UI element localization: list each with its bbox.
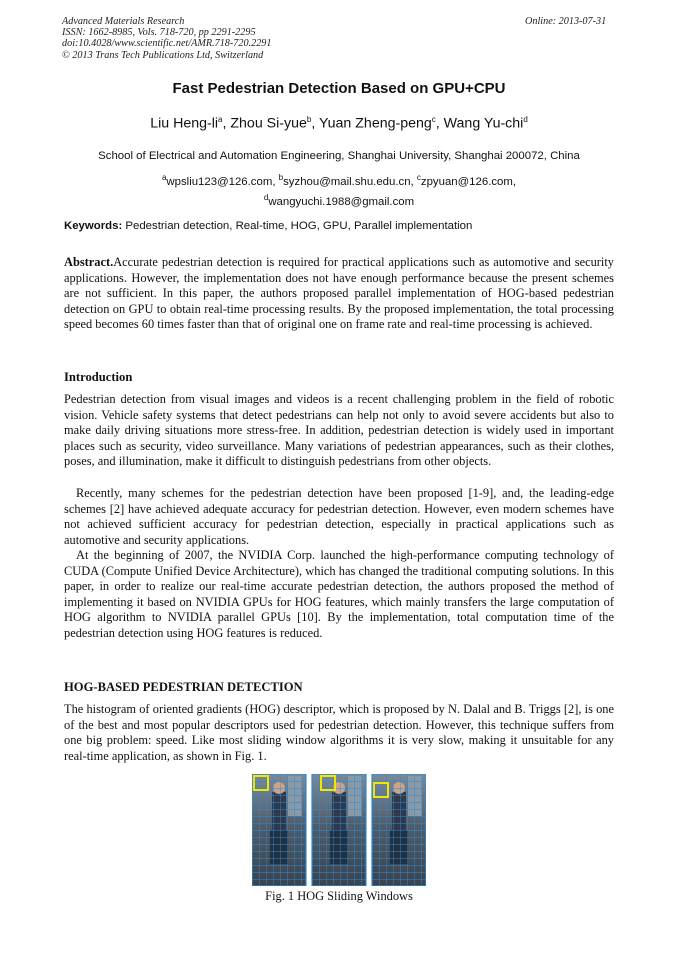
keywords bbox=[64, 220, 472, 232]
author-emails: $^a$wpsliu123@126.com, $^b$syzhou@mail.shu.edu.cn, $^c$zpyuan@126.com, $^d$wangyuchi.1988@gmail.com bbox=[161, 173, 517, 208]
author-name: Liu Heng-li bbox=[150, 115, 219, 132]
hog-paragraph-1: The histogram of oriented gradients (HOG) descriptor, which is proposed by N. Dalal and B. Triggs [2], is one of the best and most popular descriptors used for pedestrian detection. However, this technique suffers from one big problem: speed. Like most sliding window algorithms it is very slow, making it unsuitable for any real-time application, as shown in Fig. 1. bbox=[64, 702, 614, 763]
hog-panel-3 bbox=[372, 774, 426, 886]
abstract bbox=[64, 255, 614, 333]
author-sup: b bbox=[306, 115, 312, 124]
figure-hog-sliding-windows bbox=[252, 774, 426, 886]
section-heading-hog: HOG-BASED PEDESTRIAN DETECTION bbox=[64, 680, 303, 694]
author-name: Wang Yu-chi bbox=[443, 115, 524, 132]
author-sup: a bbox=[218, 115, 223, 124]
online-date: Online: 2013-07-31 bbox=[525, 16, 607, 27]
author-list: Liu Heng-$li^a$, Zhou Si-yue$^b$, Yuan Zheng-peng$^c$, Wang Yu-chi$^d$ bbox=[150, 115, 528, 132]
intro-paragraph-1: Pedestrian detection from visual images and videos is a recent challenging problem in the field of robotic vision. Vehicle safety systems that detect pedestrians can help not only to avoid severe accidents but also to make daily driving situations more stress-free. In addition, pedestrian detection is widely used in important places such as security, video surveillance. Many variations of pedestrian appearances, such as their clothes, poses, and illumination, make it difficult to distinguish pedestrians from other objects. bbox=[64, 392, 614, 469]
abstract-label: Abstract. bbox=[64, 255, 114, 269]
hog-panel-1 bbox=[252, 774, 306, 886]
keywords-label: Keywords: bbox=[64, 220, 123, 232]
journal-name: Advanced Materials Research bbox=[62, 16, 185, 27]
intro-paragraph-2: Recently, many schemes for the pedestrian detection have been proposed [1-9], and, the leading-edge schemes [2] have achieved adequate accuracy for pedestrian detection. However, even modern schemes have not achieved sufficient accuracy for pedestrian detection, especially in practical applications such as automotive and security applications. bbox=[64, 486, 614, 547]
figure-image bbox=[252, 774, 426, 886]
affiliation: School of Electrical and Automation Engineering, Shanghai University, Shanghai 200072, China bbox=[98, 150, 580, 162]
intro-paragraph-3: At the beginning of 2007, the NVIDIA Corp. launched the high-performance computing technology of CUDA (Compute Unified Device Architecture), which has changed the traditional computing solutions. In this paper, in order to realize our real-time accurate pedestrian detection, the authors proposed the method of implementing it based on NVIDIA GPUs for HOG features, which mainly transfers the large computation of HOG algorithm to NVIDIA parallel GPUs [10]. By the implementation, total computation time of the pedestrian detection using HOG features is reduced. bbox=[64, 548, 614, 640]
doi-line: doi:10.4028/www.scientific.net/AMR.718-720.2291 bbox=[62, 38, 272, 50]
email-d: wangyuchi.1988@gmail.com bbox=[268, 195, 415, 208]
author-sup: c bbox=[431, 115, 436, 124]
issn-line: ISSN: 1662-8985, Vols. 718-720, pp 2291-2295 bbox=[62, 27, 256, 39]
keywords-text: Pedestrian detection, Real-time, HOG, GPU, Parallel implementation bbox=[125, 220, 473, 232]
journal-header bbox=[62, 16, 271, 61]
hog-panel-2 bbox=[312, 774, 366, 886]
section-heading-introduction: Introduction bbox=[64, 370, 133, 384]
email-a: wpsliu123@126.com, bbox=[166, 175, 276, 188]
author-sup: d bbox=[523, 115, 528, 124]
abstract-text: Accurate pedestrian detection is required for practical applications such as automotive and security applications. However, the implementation does not have enough performance because the present schemes are not sufficient. In this paper, the authors proposed parallel implementation of HOG-based pedestrian detection on GPU to obtain real-time processing results. By the proposed implementation, the total processing speed becomes 60 times faster than that of original one on frame rate and real-time processing is achieved. bbox=[64, 255, 614, 332]
copyright-line: © 2013 Trans Tech Publications Ltd, Switzerland bbox=[62, 49, 264, 61]
author-name: Zhou Si-yue bbox=[230, 115, 307, 132]
email-b: syzhou@mail.shu.edu.cn, bbox=[283, 175, 414, 188]
paper-title: Fast Pedestrian Detection Based on GPU+CPU bbox=[172, 80, 506, 97]
email-c: zpyuan@126.com, bbox=[420, 175, 517, 188]
figure-caption: Fig. 1 HOG Sliding Windows bbox=[265, 889, 413, 903]
author-name: Yuan Zheng-peng bbox=[318, 115, 432, 132]
